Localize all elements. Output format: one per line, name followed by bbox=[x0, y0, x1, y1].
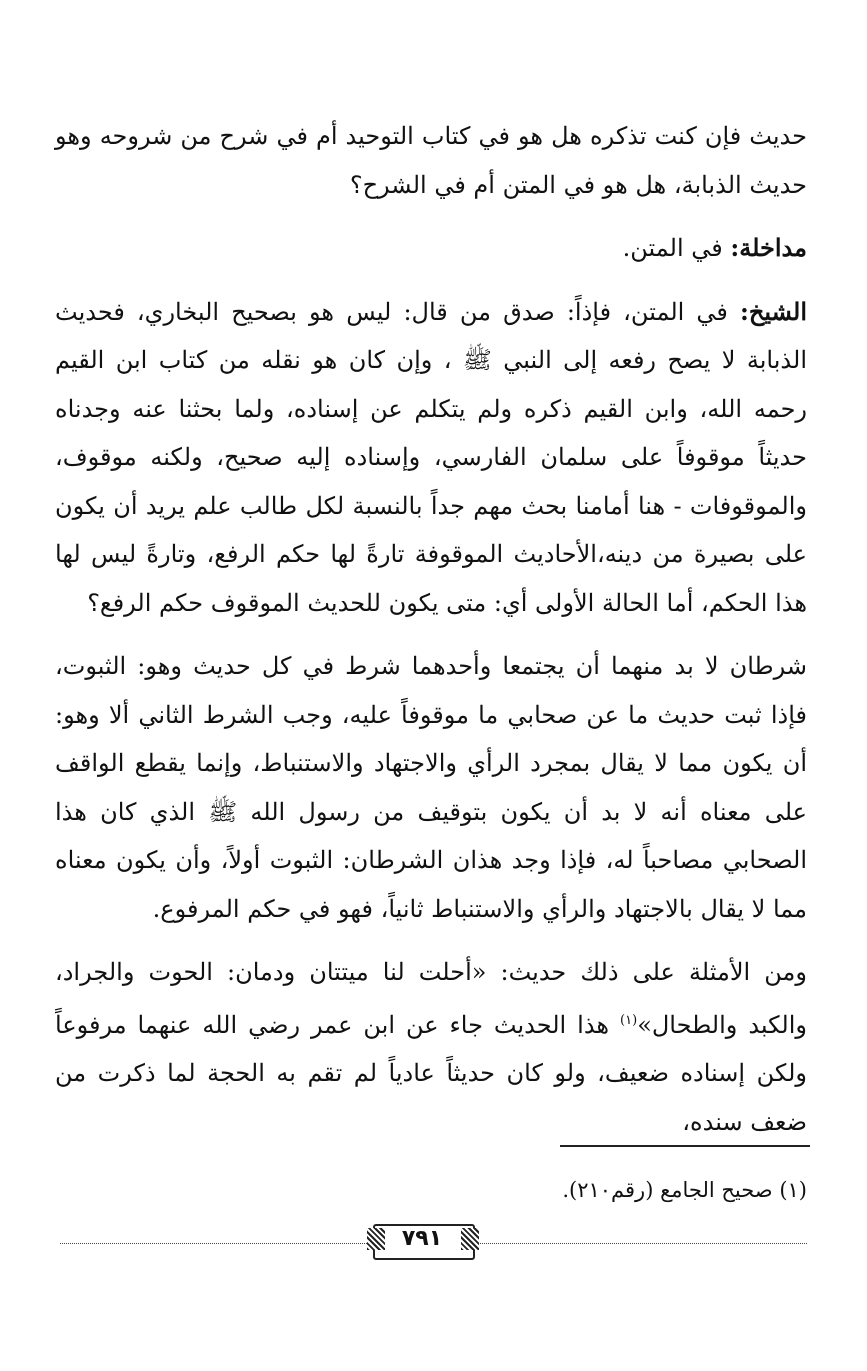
paragraph-5-text-cont: هذا الحديث جاء عن ابن عمر رضي الله عنهما مرفوعاً ولكن إسناده ضعيف، ولو كان حديثاً عادياً لم تقم به الحجة لما ذكرت من ضعف سنده، bbox=[55, 1010, 807, 1136]
footnote-reference: (١) bbox=[620, 1012, 638, 1028]
paragraph-5-text: ومن الأمثلة على ذلك حديث: «أحلت لنا ميتتان ودمان: الحوت والجراد، والكبد والطحال» bbox=[55, 958, 807, 1039]
paragraph-4-text: شرطان لا بد منهما أن يجتمعا وأحدهما شرط في كل حديث وهو: الثبوت، فإذا ثبت حديث ما عن صحابي ما موقوفاً عليه، وجب الشرط الثاني ألا وهو: أن يكون مما لا يقال بمجرد الرأي والاجتهاد والاستنباط، وإنما يقطع الواقف على معناه أنه لا بد أن يكون بتوقيف من رسول الله ﷺ الذي كان هذا الصحابي مصاحباً له، فإذا وجد هذان الشرطان: الثبوت أولاً، وأن يكون معناه مما لا يقال بالاجتهاد والرأي والاستنباط ثانياً، فهو في حكم المرفوع. bbox=[55, 652, 807, 923]
paragraph-3-text: في المتن، فإذاً: صدق من قال: ليس هو بصحيح البخاري، فحديث الذبابة لا يصح رفعه إلى النبي ﷺ ، وإن كان هو نقله من كتاب ابن القيم رحمه الله، وابن القيم ذكره ولم يتكلم عن إسناده، ولما بحثنا عنه وجدناه حديثاً موقوفاً على سلمان الفارسي، وإسناده إليه صحيح، ولكنه موقوف، والموقوفات - هنا أمامنا بحث مهم جداً بالنسبة لكل طالب علم يريد أن يكون على بصيرة من دينه،الأحاديث الموقوفة تارةً لها حكم الرفع، وتارةً ليس لها هذا الحكم، أما الحالة الأولى أي: متى يكون للحديث الموقوف حكم الرفع؟ bbox=[55, 297, 807, 617]
paragraph-4 bbox=[55, 642, 807, 933]
ornament-icon bbox=[367, 1228, 385, 1250]
footnote-separator bbox=[560, 1145, 810, 1147]
speaker-label: الشيخ: bbox=[740, 296, 807, 326]
body-text bbox=[55, 112, 807, 1161]
paragraph-1 bbox=[55, 112, 807, 209]
paragraph-3 bbox=[55, 288, 807, 628]
page-number-frame bbox=[367, 1220, 479, 1262]
page-number: ٧٩١ bbox=[401, 1226, 443, 1251]
footnote: (١) صحيح الجامع (رقم٢١٠). bbox=[562, 1178, 807, 1202]
paragraph-2 bbox=[55, 224, 807, 273]
speaker-label: مداخلة: bbox=[730, 233, 807, 262]
paragraph-2-text: في المتن. bbox=[622, 234, 731, 262]
paragraph-1-text: حديث فإن كنت تذكره هل هو في كتاب التوحيد أم في شرح من شروحه وهو حديث الذبابة، هل هو في المتن أم في الشرح؟ bbox=[55, 122, 807, 199]
ornament-icon bbox=[461, 1228, 479, 1250]
paragraph-5 bbox=[55, 948, 807, 1146]
